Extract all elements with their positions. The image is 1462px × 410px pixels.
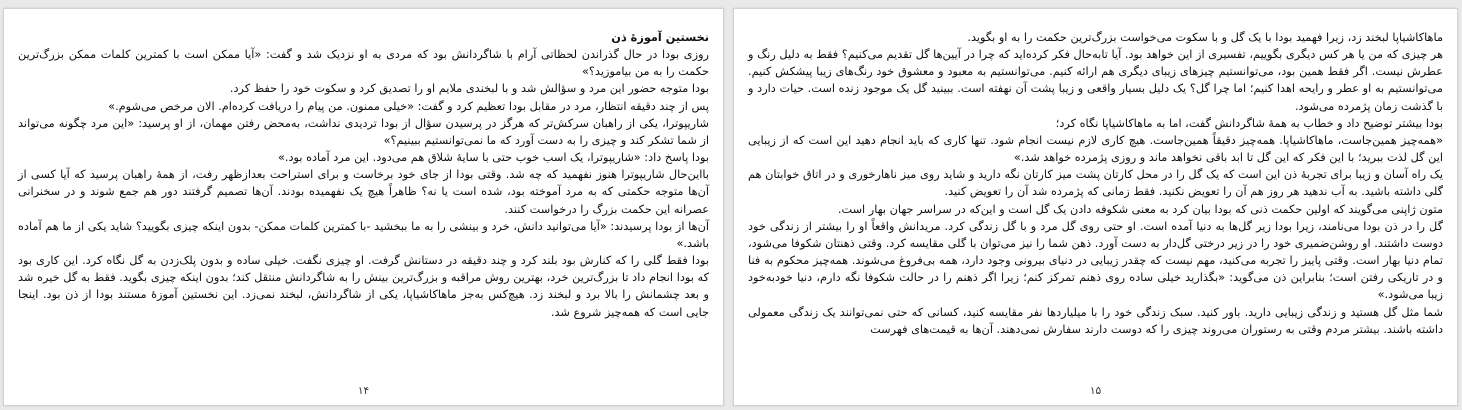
paragraph: شما مثل گل هستید و زندگی زیبایی دارید. باور کنید. سبک زندگی خود را با میلیاردها نفر مقایسه کنید، کسانی که حتی نمی‌توانند یک زندگی معمولی داشته باشند. بیشتر مردم وقتی به رستوران می‌روند چیزی را که دوست دارند سفارش نمی‌دهند. آن‌ها به قیمت‌های فهرست [748,305,1443,336]
paragraph: بودا فقط گلی را که کنارش بود بلند کرد و چند دقیقه در دستانش گرفت. او چیزی نگفت. خیلی ساده و بدون پلک‌زدن به گل نگاه کرد. این کاری بود که بودا انجام داد تا بزرگ‌ترین خرد، بهترین روش مراقبه و بزرگ‌ترین بینش را به شاگردانش منتقل کند؛ بدون اینکه چیزی بگوید. فقط به گل خیره شد و بعد چشمانش را بالا برد و لبخند زد. هیچ‌کس به‌جز ماهاکاشیاپا، یکی از شاگردانش، لبخند نمی‌زد. این نخستین آموزهٔ مستند بودا از ذن بود. اینجا جایی است که همه‌چیز شروع شد. [18,254,709,319]
book-page-left [3,8,724,406]
page-number: ۱۴ [357,385,370,397]
paragraph: ماهاکاشیاپا لبخند زد، زیرا فهمید بودا با یک گل و با سکوت می‌خواست بزرگ‌ترین حکمت را به او بگوید. [967,31,1443,44]
chapter-title: نخستین آموزهٔ ذن [611,31,709,44]
paragraph: بودا پاسخ داد: «شاریپوترا، یک اسب خوب حتی با سایهٔ شلاق هم می‌دود. این مرد آماده بود.» [277,151,709,165]
paragraph: بااین‌حال شاریپوترا هنوز نفهمید که چه شد. وقتی بودا از جای خود برخاست و برای استراحت بعدازظهر رفت، از همهٔ راهبان پرسید که آیا کسی از آن‌ها متوجه حکمتی که به مرد آموخته بود، شده است یا نه؟ ظاهراً هیچ یک نفهمیده بودند. آن‌ها تصمیم گرفتند دور هم جمع شوند و در سخنرانی عصرانه این حکمت بزرگ را درخواست کنند. [18,168,709,216]
paragraph: گل را در ذن بودا می‌نامند، زیرا بودا زیر گل‌ها به دنیا آمده است. او حتی روی گل مرد و با گل زندگی کرد. مریدانش واقعاً او را بیشتر از زندگی خود دوست داشتند. او روشن‌ضمیری خود را در زیر درختی گل‌دار به دست آورد. ذهن شما را نیز می‌توان با گلی مقایسه کرد. وقتی ذهنتان شکوفا می‌شود، تمام دنیا بهار است. وقتی پاییز را تجربه می‌کنید، مهم نیست که چقدر زیبایی در دنیای بیرونی وجود دارد، همه بی‌فروغ می‌شوند. همه‌چیز محکوم به فنا و در تاریکی رفتن است؛ بنابراین ذن می‌گوید: «بگذارید خیلی ساده روی ذهنم تمرکز کنم؛ زیرا اگر ذهنم را در حالت شکوفا نگه دارم، دنیا خودبه‌خود زیبا می‌شود.» [748,219,1443,302]
page-text-block [748,29,1443,338]
page-text-block [18,29,709,321]
paragraph: بودا بیشتر توضیح داد و خطاب به همهٔ شاگردانش گفت، اما به ماهاکاشیاپا نگاه کرد؛ [1055,116,1443,130]
page-number: ۱۵ [1089,385,1102,397]
book-page-right [733,8,1458,406]
paragraph: هر چیزی که من یا هر کس دیگری بگوییم، تفسیری از این خواهد بود. آیا تابه‌حال فکر کرده‌اید که چرا در آیین‌ها گل تقدیم می‌کنیم؟ فقط به دلیل رنگ و عطرش نیست. اگر فقط همین بود، می‌توانستیم چیزهای زیبای دیگری هم ارائه کنیم. می‌توانستیم به معبود و معشوق خود رنگ‌های زیبا پیشکش کنیم. می‌توانستیم به او عطر و رایحه اهدا کنیم؛ اما چرا گل؟ یک دلیل بسیار واقعی و زیبا پشت آن نهفته است. ببینید گل یک موجود زنده است. حیات دارد و با گذشت زمان پژمرده می‌شود. [748,48,1443,113]
paragraph: پس از چند دقیقه انتظار، مرد در مقابل بودا تعظیم کرد و گفت: «خیلی ممنون. من پیام را دریافت کرده‌ام. الان مرخص می‌شوم.» [108,99,709,113]
paragraph: بودا متوجه حضور این مرد و سؤالش شد و با لبخندی ملایم او را تصدیق کرد و سکوت خود را حفظ کرد. [229,82,709,96]
paragraph: «همه‌چیز همین‌جاست، ماهاکاشیاپا. همه‌چیز دقیقاً همین‌جاست. هیچ کاری لازم نیست انجام شود. تنها کاری که باید انجام دهید این است که از زیبایی این گل لذت ببرید؛ با این فکر که این گل تا ابد باقی نخواهد ماند و روزی پژمرده خواهد شد.» [748,133,1443,165]
paragraph: شاریپوترا، یکی از راهبان سرکش‌تر که هرگز در پرسیدن سؤال از بودا تردیدی نداشت، به‌محض رفتن مهمان، از او پرسید: «این مرد چگونه می‌تواند از شما تشکر کند و چیزی را به دست آورد که ما نمی‌توانستیم ببینیم؟» [18,116,709,147]
paragraph: آن‌ها از بودا پرسیدند: «آیا می‌توانید دانش، خرد و بینشی را به ما ببخشید -با کمترین کلمات ممکن- بدون اینکه چیزی بگویید؟ شاید یکی از ما هم آماده باشد.» [18,219,709,250]
paragraph: یک راه آسان و زیبا برای تجربهٔ ذن این است که یک گل را در محل کارتان پشت میز کارتان نگه دارید و شاید روی میز ناهارخوری و در اتاق خوابتان هم گلی داشته باشید. به آب ندهید هر روز هم آن را تعویض نکنید. فقط زمانی که پژمرده شد آن را تعویض کنید. [748,168,1443,199]
paragraph: روزی بودا در حال گذراندن لحظاتی آرام با شاگردانش بود که مردی به او نزدیک شد و گفت: «آیا ممکن است با کمترین کلمات ممکن بزرگ‌ترین حکمت را به من بیاموزید؟» [18,48,709,79]
paragraph: متون ژاپنی می‌گویند که اولین حکمت ذنی که بودا بیان کرد به معنی شکوفه دادن یک گل است و این‌که در سراسر جهان بهار است. [837,202,1443,216]
